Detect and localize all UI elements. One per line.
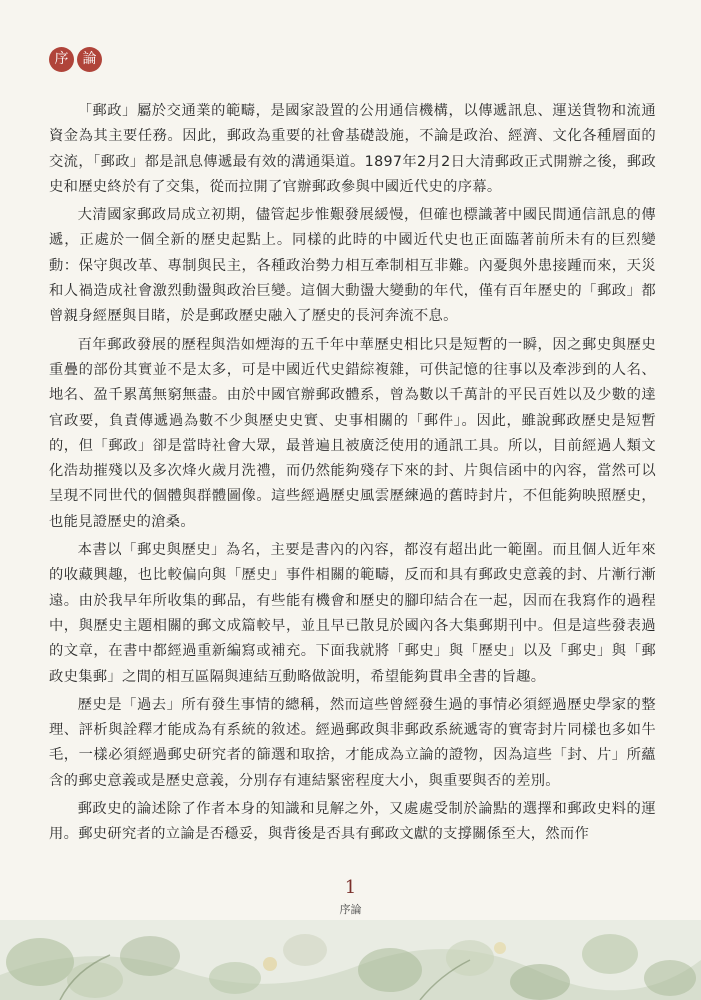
heading-badge: 序 xyxy=(49,47,74,72)
heading-badge: 論 xyxy=(77,47,102,72)
paragraph: 百年郵政發展的歷程與浩如煙海的五千年中華歷史相比只是短暫的一瞬，因之郵史與歷史重疊的部份其實並不是太多，可是中國近代史錯綜複雜，可供記憶的往事以及牽涉到的人名、地名、盈千累萬無窮無盡。由於中國官辦郵政體系，曾為數以千萬計的平民百姓以及少數的達官政要，負責傳遞過為數不少與歷史史實、史事相關的「郵件」。因此，雖說郵政歷史是短暫的，但「郵政」卻是當時社會大眾，最普遍且被廣泛使用的通訊工具。所以，目前經過人類文化浩劫摧殘以及多次烽火歲月洗禮，而仍然能夠殘存下來的封、片與信函中的內容，當然可以呈現不同世代的個體與群體圖像。這些經過歷史風雲歷練過的舊時封片，不但能夠映照歷史，也能見證歷史的滄桑。 xyxy=(49,336,656,530)
page-number: 1 xyxy=(344,877,357,898)
paragraph: 「郵政」屬於交通業的範疇，是國家設置的公用通信機構，以傳遞訊息、運送貨物和流通資金為其主要任務。因此，郵政為重要的社會基礎設施，不論是政治、經濟、文化各種層面的交流，「郵政」都是訊息傳遞最有效的溝通渠道。1897年2月2日大清郵政正式開辦之後，郵政史和歷史終於有了交集，從而拉開了官辦郵政參與中國近代史的序幕。 xyxy=(49,103,656,195)
paragraph: 本書以「郵史與歷史」為名，主要是書內的內容，都沒有超出此一範圍。而且個人近年來的收藏興趣，也比較偏向與「歷史」事件相關的範疇，反而和具有郵政史意義的封、片漸行漸遠。由於我早年所收集的郵品，有些能有機會和歷史的腳印結合在一起，因而在我寫作的過程中，與歷史主題相關的郵文成篇較早，並且早已散見於國內各大集郵期刊中。但是這些發表過的文章，在書中都經過重新編寫或補充。下面我就將「郵史」與「歷史」以及「郵史」與「郵政史集郵」之間的相互區隔與連結互動略做說明，希望能夠貫串全書的旨趣。 xyxy=(49,542,656,685)
paragraph: 大清國家郵政局成立初期，儘管起步惟艱發展緩慢，但確也標識著中國民間通信訊息的傳遞，正處於一個全新的歷史起點上。同樣的此時的中國近代史也正面臨著前所未有的巨烈變動：保守與改革、專制與民主，各種政治勢力相互牽制相互非難。內憂與外患接踵而來，天災和人禍造成社會激烈動盪與政治巨變。這個大動盪大變動的年代，僅有百年歷史的「郵政」都曾親身經歷與目睹，於是郵政歷史融入了歷史的長河奔流不息。 xyxy=(49,207,656,325)
paragraph: 郵政史的論述除了作者本身的知識和見解之外，又處處受制於論點的選擇和郵政史料的運用。郵史研究者的立論是否穩妥，與背後是否具有郵政文獻的支撐關係至大，然而作 xyxy=(49,801,656,843)
section-heading xyxy=(49,47,102,72)
paragraph: 歷史是「過去」所有發生事情的總稱，然而這些曾經發生過的事情必須經過歷史學家的整理、評析與詮釋才能成為有系統的敘述。經過郵政與非郵政系統遞寄的實寄封片同樣也多如牛毛，一樣必須經過郵史研究者的篩選和取捨，才能成為立論的證物，因為這些「封、片」所蘊含的郵史意義或是歷史意義，分別存有連結緊密程度大小，與重要與否的差別。 xyxy=(49,696,656,789)
body-text xyxy=(49,99,656,851)
floral-decoration xyxy=(0,920,701,1000)
footer-section-label: 序論 xyxy=(339,903,362,916)
